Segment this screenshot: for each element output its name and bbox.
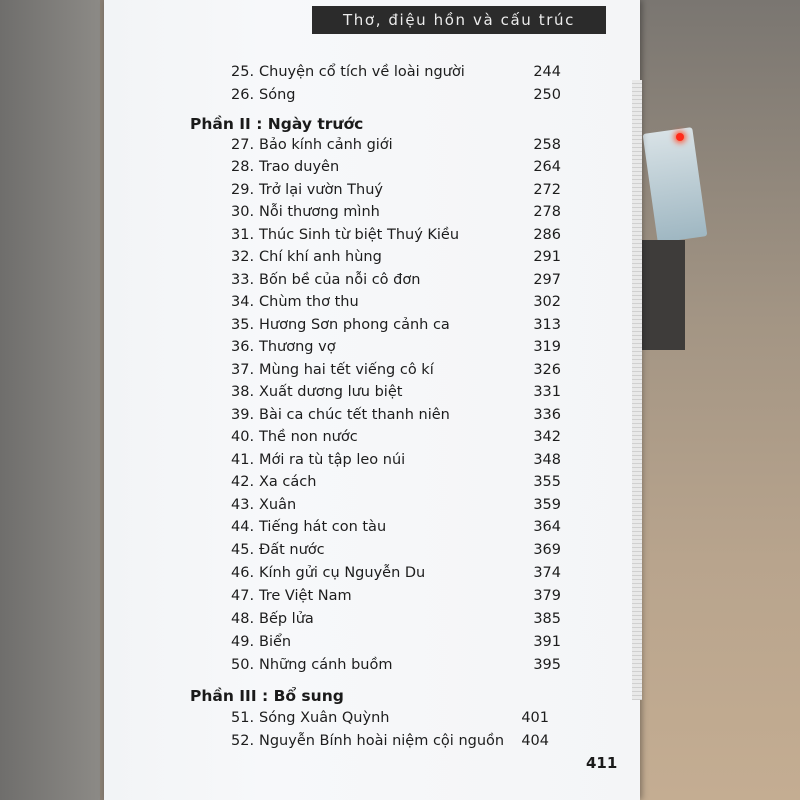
entry-number: 25. bbox=[231, 64, 255, 80]
entry-page: 278 bbox=[533, 204, 561, 220]
entry-number: 29. bbox=[231, 182, 255, 198]
toc-entry bbox=[231, 156, 561, 178]
entry-title: Nỗi thương mình bbox=[259, 204, 380, 220]
entry-number: 44. bbox=[231, 519, 255, 535]
toc-entry bbox=[231, 224, 561, 246]
entry-page: 395 bbox=[533, 657, 561, 673]
entry-page: 391 bbox=[533, 634, 561, 650]
entry-number: 27. bbox=[231, 137, 255, 153]
entry-title: Bốn bề của nỗi cô đơn bbox=[259, 272, 421, 288]
entry-page: 319 bbox=[533, 339, 561, 355]
entry-page: 379 bbox=[533, 588, 561, 604]
entry-page: 404 bbox=[521, 733, 549, 749]
entry-title: Chí khí anh hùng bbox=[259, 249, 382, 265]
entry-title: Những cánh buồm bbox=[259, 657, 393, 673]
entry-page: 272 bbox=[533, 182, 561, 198]
toc-entry bbox=[231, 654, 561, 676]
entry-title: Xa cách bbox=[259, 474, 317, 490]
entry-page: 336 bbox=[533, 407, 561, 423]
toc-entry bbox=[231, 314, 561, 336]
entry-title: Tre Việt Nam bbox=[259, 588, 352, 604]
entry-page: 369 bbox=[533, 542, 561, 558]
page-number: 411 bbox=[586, 754, 618, 772]
entry-number: 46. bbox=[231, 565, 255, 581]
toc-entry bbox=[231, 404, 561, 426]
toc-entry bbox=[231, 246, 561, 268]
entry-page: 264 bbox=[533, 159, 561, 175]
toc-entry bbox=[231, 269, 561, 291]
toc-entry bbox=[231, 608, 561, 630]
entry-title: Đất nước bbox=[259, 542, 325, 558]
entry-page: 286 bbox=[533, 227, 561, 243]
toc-entry bbox=[231, 201, 561, 223]
entry-number: 31. bbox=[231, 227, 255, 243]
entry-title: Chùm thơ thu bbox=[259, 294, 359, 310]
entry-page: 348 bbox=[533, 452, 561, 468]
entry-page: 355 bbox=[533, 474, 561, 490]
section-heading-part-3: Phần III : Bổ sung bbox=[190, 687, 344, 705]
entry-title: Biển bbox=[259, 634, 292, 650]
entry-page: 331 bbox=[533, 384, 561, 400]
entry-number: 38. bbox=[231, 384, 255, 400]
entry-title: Mới ra tù tập leo núi bbox=[259, 452, 406, 468]
entry-number: 34. bbox=[231, 294, 255, 310]
entry-title: Sóng Xuân Quỳnh bbox=[259, 710, 390, 726]
toc-entry bbox=[231, 707, 549, 729]
entry-number: 41. bbox=[231, 452, 255, 468]
entry-page: 374 bbox=[533, 565, 561, 581]
entry-number: 26. bbox=[231, 87, 255, 103]
entry-title: Bài ca chúc tết thanh niên bbox=[259, 407, 450, 423]
toc-entry bbox=[231, 539, 561, 561]
entry-number: 36. bbox=[231, 339, 255, 355]
entry-number: 49. bbox=[231, 634, 255, 650]
toc-entry bbox=[231, 381, 561, 403]
toc-entry bbox=[231, 471, 561, 493]
entry-title: Xuân bbox=[259, 497, 297, 513]
toc-entry bbox=[231, 585, 561, 607]
entry-title: Sóng bbox=[259, 87, 296, 103]
entry-number: 45. bbox=[231, 542, 255, 558]
entry-title: Trở lại vườn Thuý bbox=[259, 182, 383, 198]
entry-page: 244 bbox=[533, 64, 561, 80]
entry-title: Mùng hai tết viếng cô kí bbox=[259, 362, 434, 378]
entry-page: 258 bbox=[533, 137, 561, 153]
entry-number: 28. bbox=[231, 159, 255, 175]
toc-entry bbox=[231, 426, 561, 448]
entry-number: 37. bbox=[231, 362, 255, 378]
toc-entry bbox=[231, 84, 561, 106]
entry-page: 359 bbox=[533, 497, 561, 513]
entry-page: 313 bbox=[533, 317, 561, 333]
entry-page: 297 bbox=[533, 272, 561, 288]
entry-page: 326 bbox=[533, 362, 561, 378]
entry-page: 250 bbox=[533, 87, 561, 103]
entry-title: Thúc Sinh từ biệt Thuý Kiều bbox=[259, 227, 460, 243]
entry-number: 35. bbox=[231, 317, 255, 333]
toc-entry bbox=[231, 134, 561, 156]
entry-number: 48. bbox=[231, 611, 255, 627]
entry-page: 302 bbox=[533, 294, 561, 310]
toc-entry bbox=[231, 359, 561, 381]
entry-page: 342 bbox=[533, 429, 561, 445]
entry-number: 40. bbox=[231, 429, 255, 445]
toc-entry bbox=[231, 516, 561, 538]
entry-number: 39. bbox=[231, 407, 255, 423]
toc-entry bbox=[231, 291, 561, 313]
section-heading-part-2: Phần II : Ngày trước bbox=[190, 115, 364, 133]
entry-number: 52. bbox=[231, 733, 255, 749]
toc-entry bbox=[231, 562, 561, 584]
entry-number: 30. bbox=[231, 204, 255, 220]
entry-title: Thề non nước bbox=[259, 429, 358, 445]
entry-title: Xuất dương lưu biệt bbox=[259, 384, 403, 400]
toc-entry bbox=[231, 61, 561, 83]
entry-title: Trao duyên bbox=[259, 159, 340, 175]
entry-title: Kính gửi cụ Nguyễn Du bbox=[259, 565, 426, 581]
toc-entry bbox=[231, 336, 561, 358]
entry-title: Nguyễn Bính hoài niệm cội nguồn bbox=[259, 733, 505, 749]
entry-number: 43. bbox=[231, 497, 255, 513]
toc-entry bbox=[231, 494, 561, 516]
toc-entry bbox=[231, 179, 561, 201]
entry-page: 364 bbox=[533, 519, 561, 535]
entry-number: 47. bbox=[231, 588, 255, 604]
entry-number: 32. bbox=[231, 249, 255, 265]
entry-title: Bảo kính cảnh giới bbox=[259, 137, 393, 153]
entry-title: Chuyện cổ tích về loài người bbox=[259, 64, 465, 80]
entry-title: Bếp lửa bbox=[259, 611, 314, 627]
entry-number: 33. bbox=[231, 272, 255, 288]
running-header-title: Thơ, điệu hồn và cấu trúc bbox=[343, 11, 575, 29]
entry-page: 385 bbox=[533, 611, 561, 627]
entry-number: 51. bbox=[231, 710, 255, 726]
toc-entry bbox=[231, 631, 561, 653]
entry-title: Tiếng hát con tàu bbox=[259, 519, 387, 535]
entry-page: 291 bbox=[533, 249, 561, 265]
entry-title: Hương Sơn phong cảnh ca bbox=[259, 317, 450, 333]
toc-entry bbox=[231, 449, 561, 471]
entry-page: 401 bbox=[521, 710, 549, 726]
entry-number: 42. bbox=[231, 474, 255, 490]
entry-number: 50. bbox=[231, 657, 255, 673]
toc-entry bbox=[231, 730, 549, 752]
entry-title: Thương vợ bbox=[259, 339, 336, 355]
